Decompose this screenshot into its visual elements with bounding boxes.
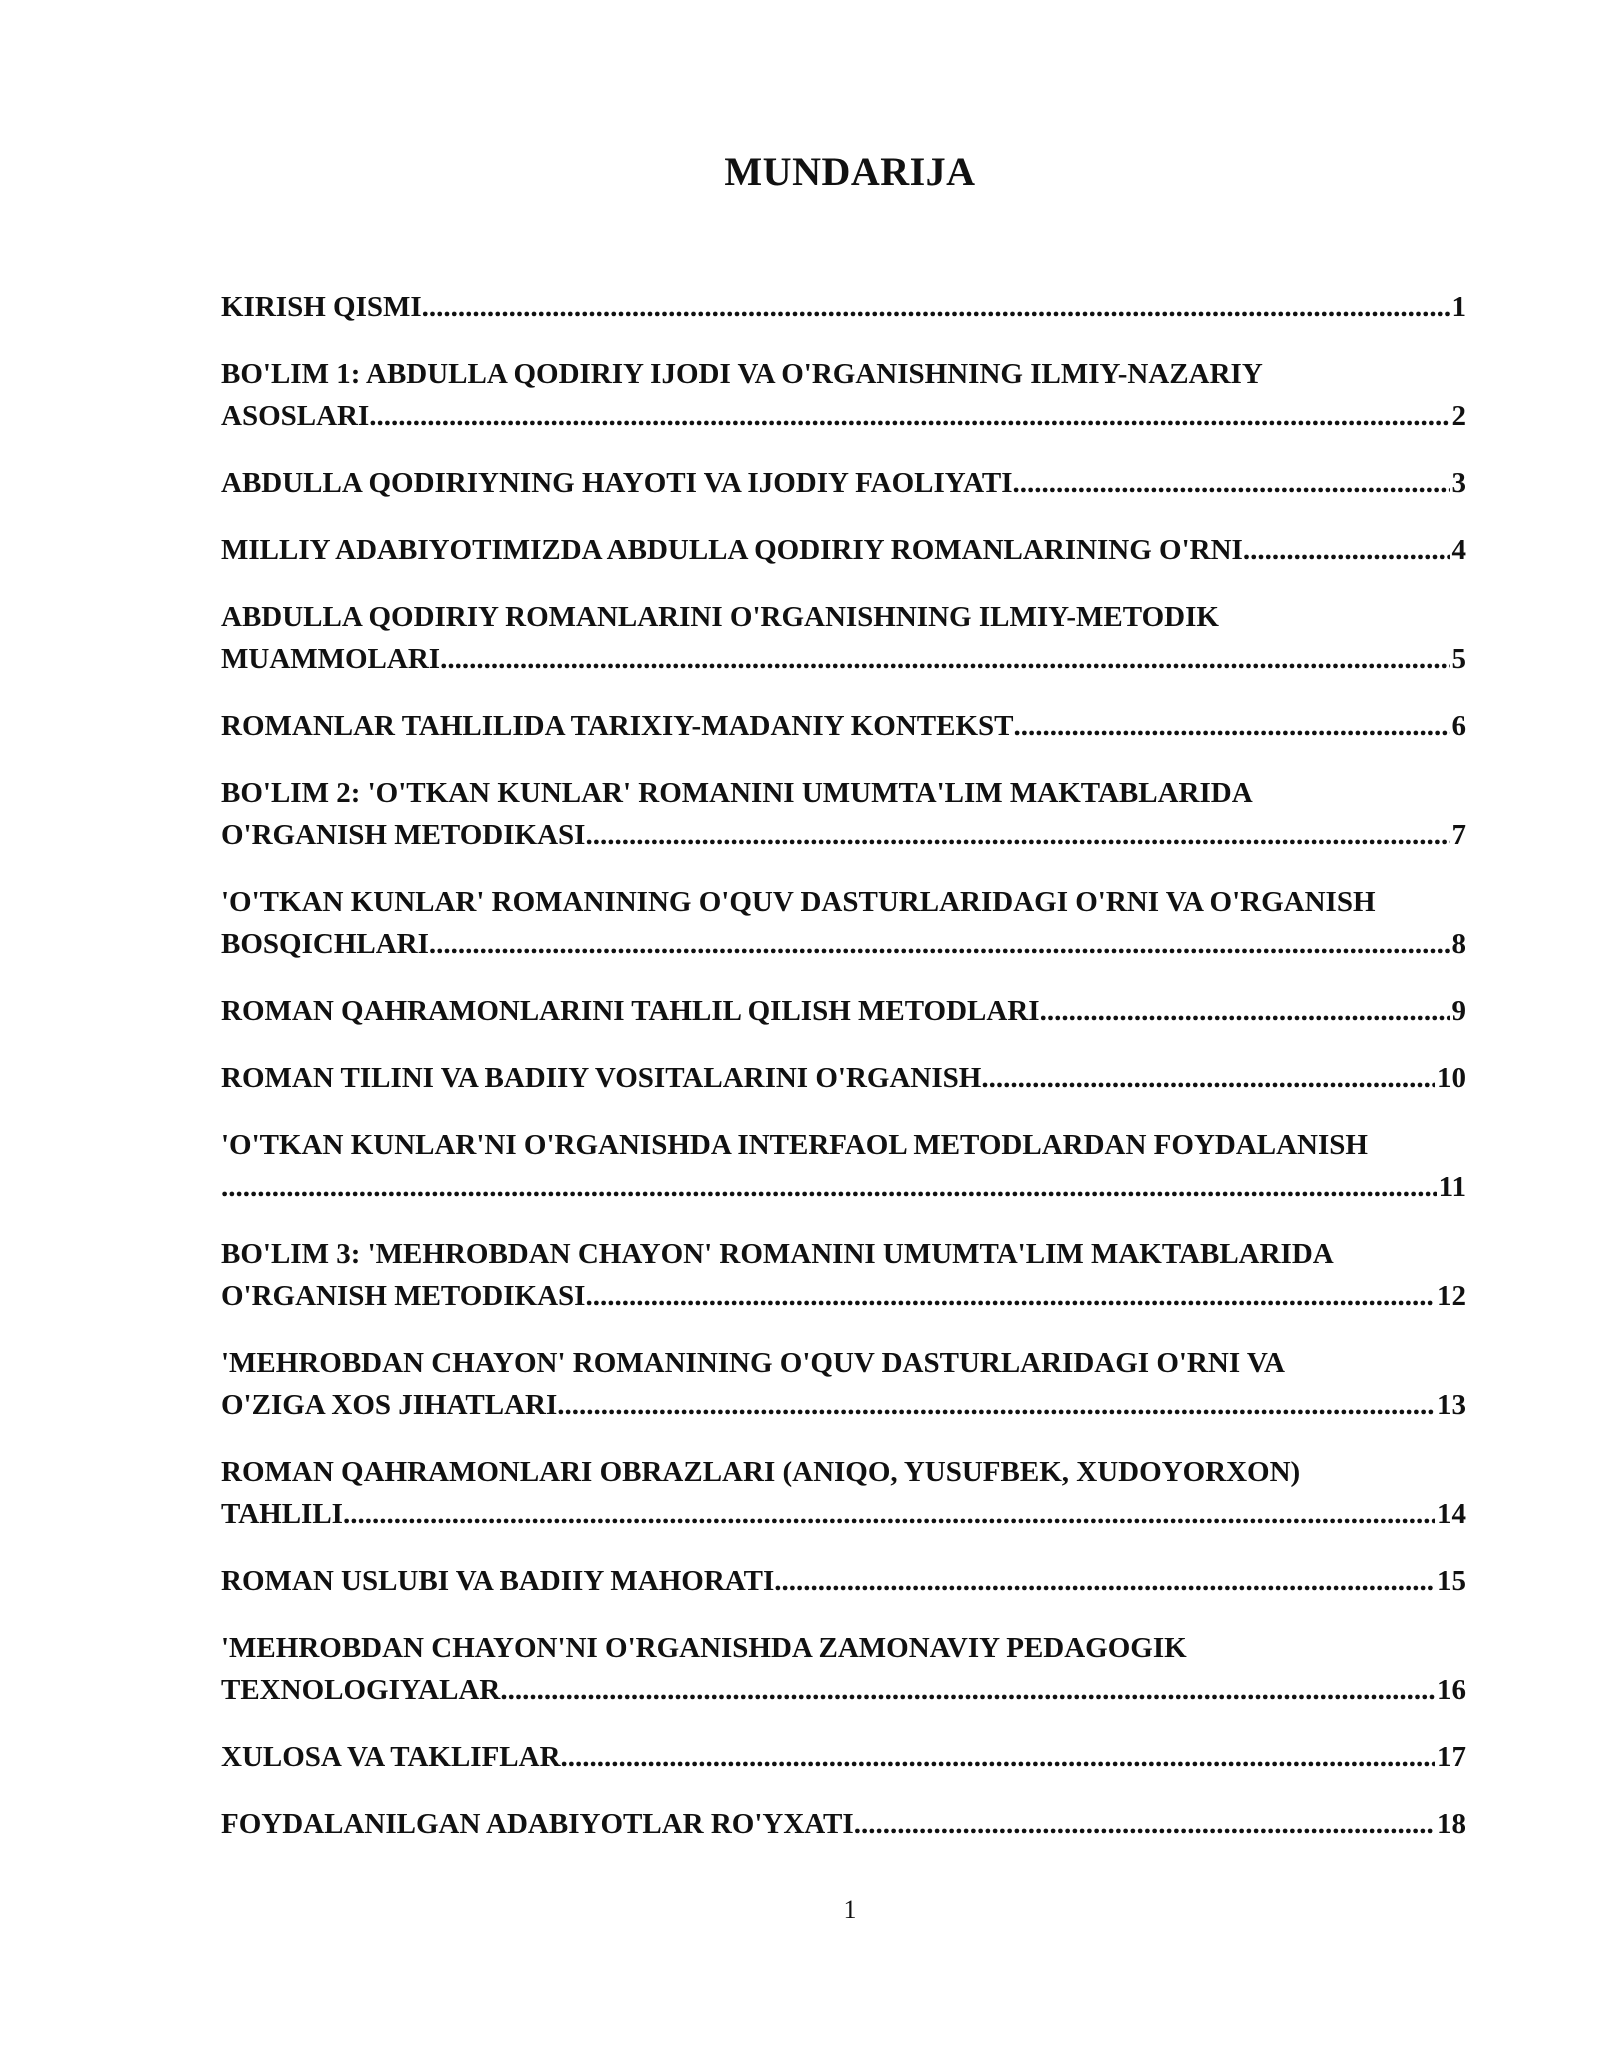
dot-leader bbox=[585, 814, 1449, 856]
toc-entry-heading-line: 'MEHROBDAN CHAYON' ROMANINING O'QUV DASTURLARIDAGI O'RNI VA bbox=[221, 1347, 1285, 1379]
toc-entry-heading-line: BO'LIM 3: 'MEHROBDAN CHAYON' ROMANINI UMUMTA'LIM MAKTABLARIDA bbox=[221, 1238, 1334, 1270]
dot-leader bbox=[500, 1669, 1435, 1711]
dot-leader bbox=[854, 1803, 1435, 1845]
toc-entry[interactable] bbox=[221, 353, 1466, 437]
toc-entry[interactable] bbox=[221, 1451, 1466, 1535]
toc-entry-leader-line bbox=[221, 1669, 1466, 1711]
toc-entry[interactable] bbox=[221, 1233, 1466, 1317]
dot-leader bbox=[561, 1736, 1435, 1778]
dot-leader bbox=[1040, 990, 1450, 1032]
dot-leader bbox=[774, 1560, 1435, 1602]
toc-entry-title: ABDULLA QODIRIYNING HAYOTI VA IJODIY FAOLIYATI bbox=[221, 467, 1013, 499]
toc-entry[interactable] bbox=[221, 1560, 1466, 1602]
toc-entry[interactable] bbox=[221, 772, 1466, 856]
dot-leader bbox=[429, 923, 1450, 965]
toc-entry[interactable] bbox=[221, 990, 1466, 1032]
toc-entry-title: ROMAN TILINI VA BADIIY VOSITALARINI O'RGANISH bbox=[221, 1062, 982, 1094]
toc-entry-page-number: 13 bbox=[1437, 1389, 1466, 1421]
toc-entry-title: FOYDALANILGAN ADABIYOTLAR RO'YXATI bbox=[221, 1808, 854, 1840]
toc-entry-page-number: 3 bbox=[1451, 467, 1466, 499]
dot-leader bbox=[221, 1166, 1437, 1208]
toc-entry-page-number: 16 bbox=[1437, 1674, 1466, 1706]
toc-entry-leader-line bbox=[221, 1803, 1466, 1845]
dot-leader bbox=[1014, 705, 1450, 747]
toc-entry-page-number: 11 bbox=[1438, 1171, 1466, 1203]
dot-leader bbox=[585, 1275, 1435, 1317]
toc-entry-leader-line bbox=[221, 529, 1466, 571]
toc-entry-heading-line: ROMAN QAHRAMONLARI OBRAZLARI (ANIQO, YUSUFBEK, XUDOYORXON) bbox=[221, 1456, 1301, 1488]
toc-entry[interactable] bbox=[221, 286, 1466, 328]
toc-entry-page-number: 1 bbox=[1451, 291, 1466, 323]
toc-entry-leader-line bbox=[221, 1275, 1466, 1317]
toc-entry-title: MILLIY ADABIYOTIMIZDA ABDULLA QODIRIY ROMANLARINING O'RNI bbox=[221, 534, 1243, 566]
toc-entry-title: O'ZIGA XOS JIHATLARI bbox=[221, 1389, 558, 1421]
toc-entry-page-number: 17 bbox=[1437, 1741, 1466, 1773]
toc-entry-leader-line bbox=[221, 1057, 1466, 1099]
toc-entry-page-number: 18 bbox=[1437, 1808, 1466, 1840]
toc-entry-title: ASOSLARI bbox=[221, 400, 370, 432]
dot-leader bbox=[343, 1493, 1435, 1535]
toc-entry-page-number: 6 bbox=[1451, 710, 1466, 742]
toc-entry-heading-line: 'O'TKAN KUNLAR' ROMANINING O'QUV DASTURLARIDAGI O'RNI VA O'RGANISH bbox=[221, 886, 1376, 918]
toc-entry[interactable] bbox=[221, 1627, 1466, 1711]
dot-leader bbox=[1013, 462, 1450, 504]
toc-entry-page-number: 2 bbox=[1451, 400, 1466, 432]
dot-leader bbox=[981, 1057, 1435, 1099]
toc-entry-title: ROMANLAR TAHLILIDA TARIXIY-MADANIY KONTEKST bbox=[221, 710, 1014, 742]
toc-entry-heading-line: BO'LIM 2: 'O'TKAN KUNLAR' ROMANINI UMUMTA'LIM MAKTABLARIDA bbox=[221, 777, 1253, 809]
toc-entry-page-number: 8 bbox=[1451, 928, 1466, 960]
toc-entry-title: TAHLILI bbox=[221, 1498, 343, 1530]
toc-entry[interactable] bbox=[221, 1736, 1466, 1778]
toc-entry[interactable] bbox=[221, 529, 1466, 571]
toc-entry-page-number: 14 bbox=[1437, 1498, 1466, 1530]
toc-entry-leader-line bbox=[221, 1560, 1466, 1602]
dot-leader bbox=[557, 1384, 1435, 1426]
toc-entry-leader-line bbox=[221, 1736, 1466, 1778]
toc-entry-heading-line: ABDULLA QODIRIY ROMANLARINI O'RGANISHNING ILMIY-METODIK bbox=[221, 601, 1219, 633]
toc-entry-leader-line bbox=[221, 923, 1466, 965]
toc-entry-title: BOSQICHLARI bbox=[221, 928, 429, 960]
toc-entry-title: ROMAN USLUBI VA BADIIY MAHORATI bbox=[221, 1565, 775, 1597]
toc-entry-page-number: 10 bbox=[1437, 1062, 1466, 1094]
toc-entry-leader-line bbox=[221, 1384, 1466, 1426]
page-number: 1 bbox=[843, 1895, 857, 1924]
toc-entry[interactable] bbox=[221, 1124, 1466, 1208]
toc-entry[interactable] bbox=[221, 705, 1466, 747]
toc-entry-page-number: 5 bbox=[1451, 643, 1466, 675]
toc-entry-title: KIRISH QISMI bbox=[221, 291, 422, 323]
toc-entry-leader-line bbox=[221, 1493, 1466, 1535]
toc-entry-page-number: 4 bbox=[1451, 534, 1466, 566]
toc-entry[interactable] bbox=[221, 1057, 1466, 1099]
toc-entry-title: ROMAN QAHRAMONLARINI TAHLIL QILISH METODLARI bbox=[221, 995, 1040, 1027]
toc-entry-leader-line bbox=[221, 990, 1466, 1032]
toc-entry-title: TEXNOLOGIYALAR bbox=[221, 1674, 501, 1706]
toc-entry-leader-line bbox=[221, 638, 1466, 680]
toc-entry-page-number: 7 bbox=[1451, 819, 1466, 851]
page-title: MUNDARIJA bbox=[724, 149, 976, 194]
dot-leader bbox=[1243, 529, 1450, 571]
toc-entry-title: XULOSA VA TAKLIFLAR bbox=[221, 1741, 561, 1773]
toc-entry[interactable] bbox=[221, 881, 1466, 965]
toc-entry-leader-line bbox=[221, 286, 1466, 328]
toc-entry[interactable] bbox=[221, 462, 1466, 504]
toc-entry-page-number: 9 bbox=[1451, 995, 1466, 1027]
toc-entry[interactable] bbox=[221, 596, 1466, 680]
dot-leader bbox=[369, 395, 1449, 437]
toc-entry-heading-line: BO'LIM 1: ABDULLA QODIRIY IJODI VA O'RGANISHNING ILMIY-NAZARIY bbox=[221, 358, 1263, 390]
toc-entry-title: O'RGANISH METODIKASI bbox=[221, 1280, 586, 1312]
dot-leader bbox=[422, 286, 1450, 328]
toc-entry-leader-line bbox=[221, 1166, 1466, 1208]
toc-entry-heading-line: 'MEHROBDAN CHAYON'NI O'RGANISHDA ZAMONAVIY PEDAGOGIK bbox=[221, 1632, 1187, 1664]
toc-entry-title: MUAMMOLARI bbox=[221, 643, 441, 675]
toc-entry-page-number: 12 bbox=[1437, 1280, 1466, 1312]
toc-entry-leader-line bbox=[221, 462, 1466, 504]
toc-entry[interactable] bbox=[221, 1803, 1466, 1845]
toc-entry-leader-line bbox=[221, 395, 1466, 437]
toc-entry-leader-line bbox=[221, 814, 1466, 856]
dot-leader bbox=[440, 638, 1449, 680]
toc-entry-page-number: 15 bbox=[1437, 1565, 1466, 1597]
toc-entry[interactable] bbox=[221, 1342, 1466, 1426]
toc-entry-title: O'RGANISH METODIKASI bbox=[221, 819, 586, 851]
toc-entry-heading-line: 'O'TKAN KUNLAR'NI O'RGANISHDA INTERFAOL METODLARDAN FOYDALANISH bbox=[221, 1129, 1368, 1161]
table-of-contents bbox=[221, 286, 1466, 1870]
toc-entry-leader-line bbox=[221, 705, 1466, 747]
